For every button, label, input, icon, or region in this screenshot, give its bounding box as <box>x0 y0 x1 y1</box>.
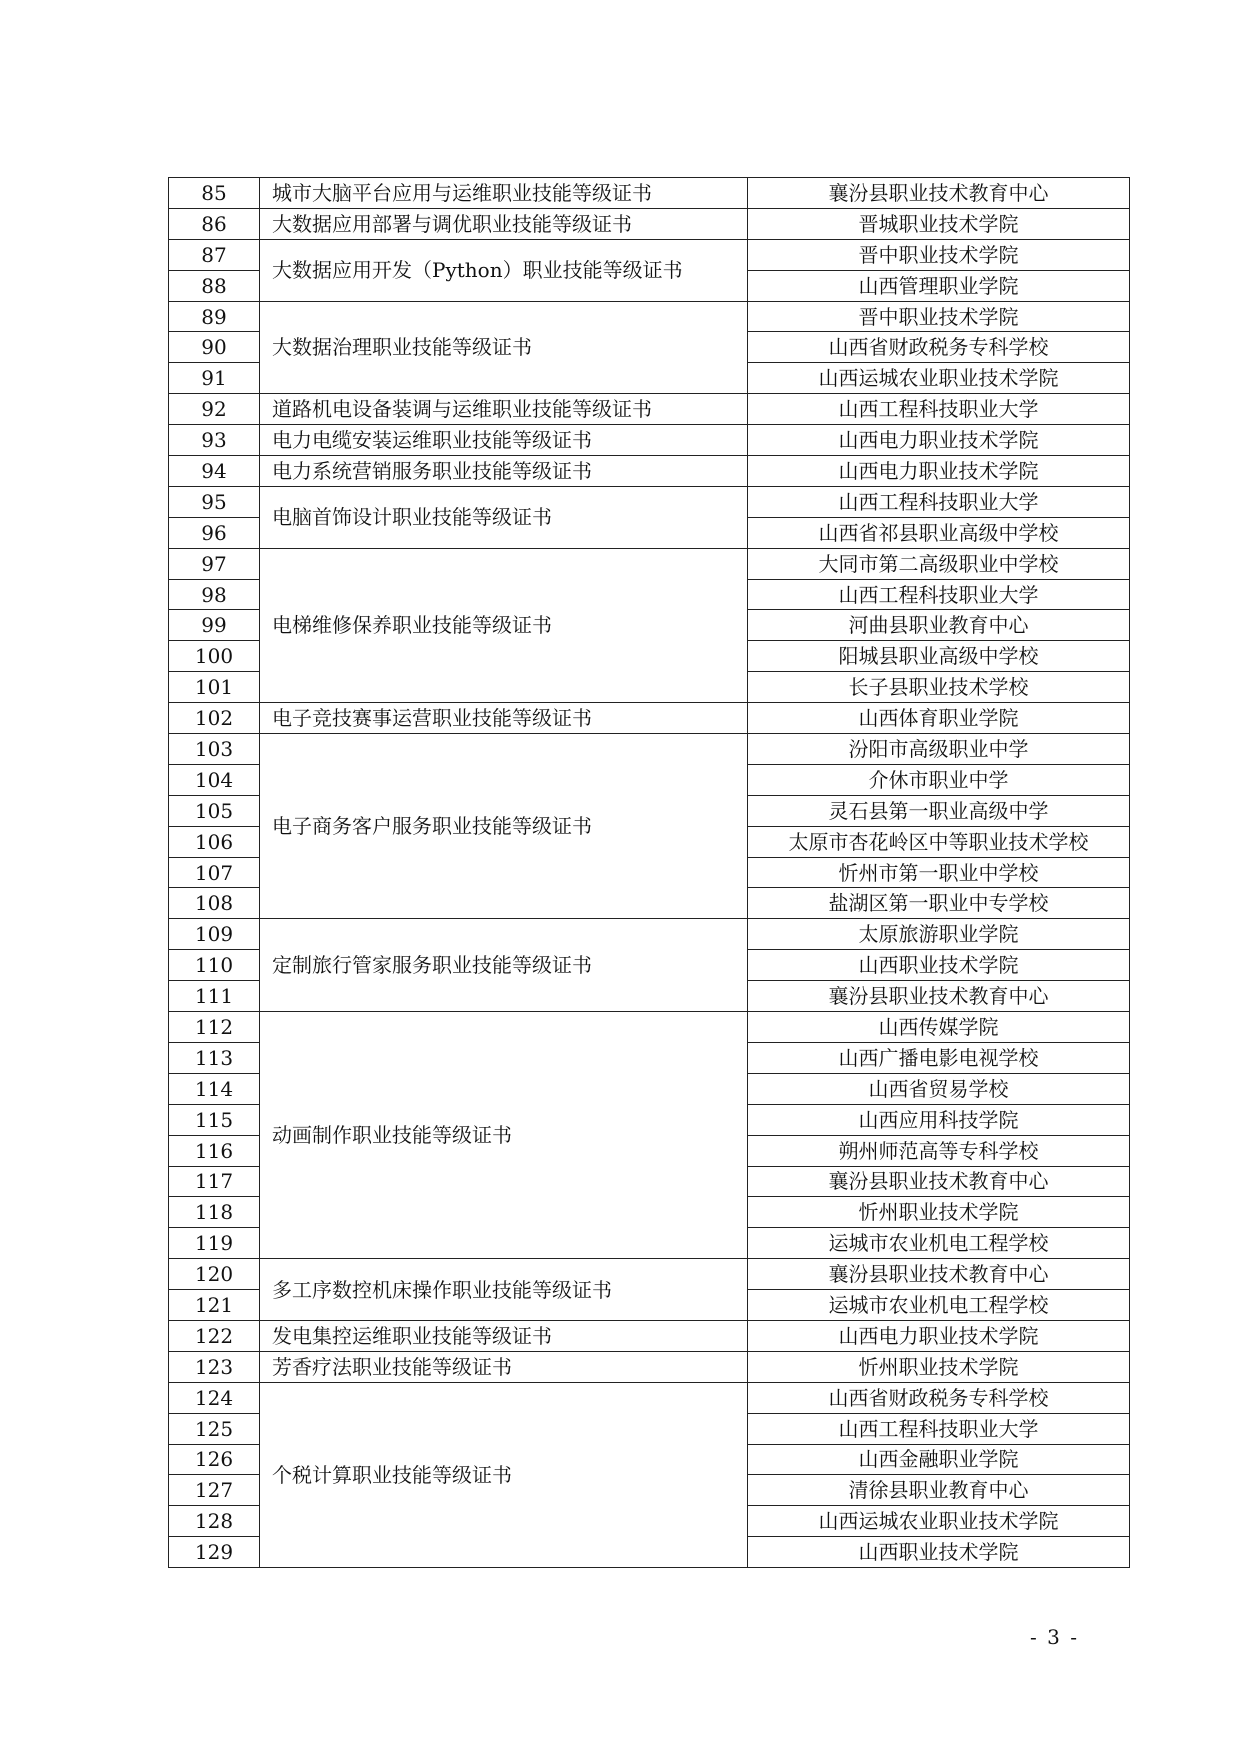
row-number: 102 <box>169 703 260 734</box>
school-name: 山西工程科技职业大学 <box>748 579 1130 610</box>
row-number: 111 <box>169 981 260 1012</box>
table-row <box>169 486 1130 517</box>
table-row <box>169 548 1130 579</box>
school-name: 晋中职业技术学院 <box>748 301 1130 332</box>
row-number: 120 <box>169 1259 260 1290</box>
certificate-name: 大数据应用部署与调优职业技能等级证书 <box>260 208 748 239</box>
row-number: 127 <box>169 1475 260 1506</box>
row-number: 109 <box>169 919 260 950</box>
row-number: 101 <box>169 672 260 703</box>
table-row <box>169 703 1130 734</box>
row-number: 117 <box>169 1166 260 1197</box>
school-name: 山西省贸易学校 <box>748 1073 1130 1104</box>
school-name: 襄汾县职业技术教育中心 <box>748 981 1130 1012</box>
table-row <box>169 208 1130 239</box>
school-name: 襄汾县职业技术教育中心 <box>748 178 1130 209</box>
row-number: 97 <box>169 548 260 579</box>
row-number: 86 <box>169 208 260 239</box>
school-name: 山西体育职业学院 <box>748 703 1130 734</box>
school-name: 盐湖区第一职业中专学校 <box>748 888 1130 919</box>
row-number: 123 <box>169 1351 260 1382</box>
row-number: 96 <box>169 517 260 548</box>
school-name: 大同市第二高级职业中学校 <box>748 548 1130 579</box>
school-name: 山西职业技术学院 <box>748 1537 1130 1568</box>
school-name: 山西工程科技职业大学 <box>748 1413 1130 1444</box>
row-number: 90 <box>169 332 260 363</box>
certificate-name: 个税计算职业技能等级证书 <box>260 1382 748 1567</box>
certificate-name: 大数据治理职业技能等级证书 <box>260 301 748 394</box>
certificate-name: 道路机电设备装调与运维职业技能等级证书 <box>260 394 748 425</box>
row-number: 108 <box>169 888 260 919</box>
row-number: 113 <box>169 1042 260 1073</box>
table-row <box>169 734 1130 765</box>
certificate-name: 电子商务客户服务职业技能等级证书 <box>260 734 748 919</box>
school-name: 清徐县职业教育中心 <box>748 1475 1130 1506</box>
row-number: 121 <box>169 1290 260 1321</box>
certificate-name: 动画制作职业技能等级证书 <box>260 1012 748 1259</box>
row-number: 91 <box>169 363 260 394</box>
school-name: 阳城县职业高级中学校 <box>748 641 1130 672</box>
row-number: 94 <box>169 456 260 487</box>
school-name: 灵石县第一职业高级中学 <box>748 795 1130 826</box>
table-row <box>169 1012 1130 1043</box>
table-row <box>169 456 1130 487</box>
certificate-name: 定制旅行管家服务职业技能等级证书 <box>260 919 748 1012</box>
row-number: 129 <box>169 1537 260 1568</box>
row-number: 100 <box>169 641 260 672</box>
table-body <box>169 178 1130 1568</box>
row-number: 116 <box>169 1135 260 1166</box>
table-row <box>169 394 1130 425</box>
row-number: 126 <box>169 1444 260 1475</box>
school-name: 山西运城农业职业技术学院 <box>748 363 1130 394</box>
school-name: 忻州市第一职业中学校 <box>748 857 1130 888</box>
row-number: 112 <box>169 1012 260 1043</box>
row-number: 104 <box>169 764 260 795</box>
school-name: 山西省财政税务专科学校 <box>748 332 1130 363</box>
row-number: 118 <box>169 1197 260 1228</box>
row-number: 87 <box>169 239 260 270</box>
row-number: 95 <box>169 486 260 517</box>
school-name: 忻州职业技术学院 <box>748 1197 1130 1228</box>
school-name: 山西金融职业学院 <box>748 1444 1130 1475</box>
row-number: 125 <box>169 1413 260 1444</box>
school-name: 山西工程科技职业大学 <box>748 394 1130 425</box>
table-row <box>169 1382 1130 1413</box>
school-name: 山西职业技术学院 <box>748 950 1130 981</box>
row-number: 107 <box>169 857 260 888</box>
certificate-name: 电力电缆安装运维职业技能等级证书 <box>260 425 748 456</box>
table-row <box>169 425 1130 456</box>
row-number: 99 <box>169 610 260 641</box>
school-name: 襄汾县职业技术教育中心 <box>748 1259 1130 1290</box>
school-name: 山西应用科技学院 <box>748 1104 1130 1135</box>
school-name: 山西省祁县职业高级中学校 <box>748 517 1130 548</box>
table-row <box>169 178 1130 209</box>
table-row <box>169 239 1130 270</box>
school-name: 太原市杏花岭区中等职业技术学校 <box>748 826 1130 857</box>
school-name: 襄汾县职业技术教育中心 <box>748 1166 1130 1197</box>
row-number: 89 <box>169 301 260 332</box>
school-name: 山西省财政税务专科学校 <box>748 1382 1130 1413</box>
row-number: 88 <box>169 270 260 301</box>
school-name: 朔州师范高等专科学校 <box>748 1135 1130 1166</box>
row-number: 103 <box>169 734 260 765</box>
row-number: 124 <box>169 1382 260 1413</box>
table-row <box>169 301 1130 332</box>
school-name: 汾阳市高级职业中学 <box>748 734 1130 765</box>
school-name: 山西电力职业技术学院 <box>748 425 1130 456</box>
table-row <box>169 1259 1130 1290</box>
school-name: 山西电力职业技术学院 <box>748 456 1130 487</box>
row-number: 106 <box>169 826 260 857</box>
table-row <box>169 919 1130 950</box>
school-name: 山西工程科技职业大学 <box>748 486 1130 517</box>
certificate-table <box>168 177 1130 1568</box>
row-number: 93 <box>169 425 260 456</box>
certificate-name: 芳香疗法职业技能等级证书 <box>260 1351 748 1382</box>
school-name: 晋中职业技术学院 <box>748 239 1130 270</box>
row-number: 92 <box>169 394 260 425</box>
certificate-name: 电脑首饰设计职业技能等级证书 <box>260 486 748 548</box>
certificate-name: 城市大脑平台应用与运维职业技能等级证书 <box>260 178 748 209</box>
school-name: 运城市农业机电工程学校 <box>748 1290 1130 1321</box>
school-name: 介休市职业中学 <box>748 764 1130 795</box>
certificate-name: 多工序数控机床操作职业技能等级证书 <box>260 1259 748 1321</box>
school-name: 运城市农业机电工程学校 <box>748 1228 1130 1259</box>
row-number: 119 <box>169 1228 260 1259</box>
certificate-name: 电梯维修保养职业技能等级证书 <box>260 548 748 702</box>
school-name: 河曲县职业教育中心 <box>748 610 1130 641</box>
row-number: 110 <box>169 950 260 981</box>
school-name: 山西广播电影电视学校 <box>748 1042 1130 1073</box>
school-name: 山西传媒学院 <box>748 1012 1130 1043</box>
page-number: - 3 - <box>1030 1625 1079 1649</box>
table-row <box>169 1351 1130 1382</box>
school-name: 长子县职业技术学校 <box>748 672 1130 703</box>
row-number: 128 <box>169 1506 260 1537</box>
school-name: 山西电力职业技术学院 <box>748 1320 1130 1351</box>
table-row <box>169 1320 1130 1351</box>
certificate-name: 大数据应用开发（Python）职业技能等级证书 <box>260 239 748 301</box>
school-name: 太原旅游职业学院 <box>748 919 1130 950</box>
school-name: 忻州职业技术学院 <box>748 1351 1130 1382</box>
row-number: 98 <box>169 579 260 610</box>
row-number: 114 <box>169 1073 260 1104</box>
row-number: 105 <box>169 795 260 826</box>
certificate-name: 发电集控运维职业技能等级证书 <box>260 1320 748 1351</box>
certificate-name: 电力系统营销服务职业技能等级证书 <box>260 456 748 487</box>
school-name: 山西运城农业职业技术学院 <box>748 1506 1130 1537</box>
row-number: 85 <box>169 178 260 209</box>
certificate-name: 电子竞技赛事运营职业技能等级证书 <box>260 703 748 734</box>
row-number: 115 <box>169 1104 260 1135</box>
school-name: 晋城职业技术学院 <box>748 208 1130 239</box>
school-name: 山西管理职业学院 <box>748 270 1130 301</box>
row-number: 122 <box>169 1320 260 1351</box>
